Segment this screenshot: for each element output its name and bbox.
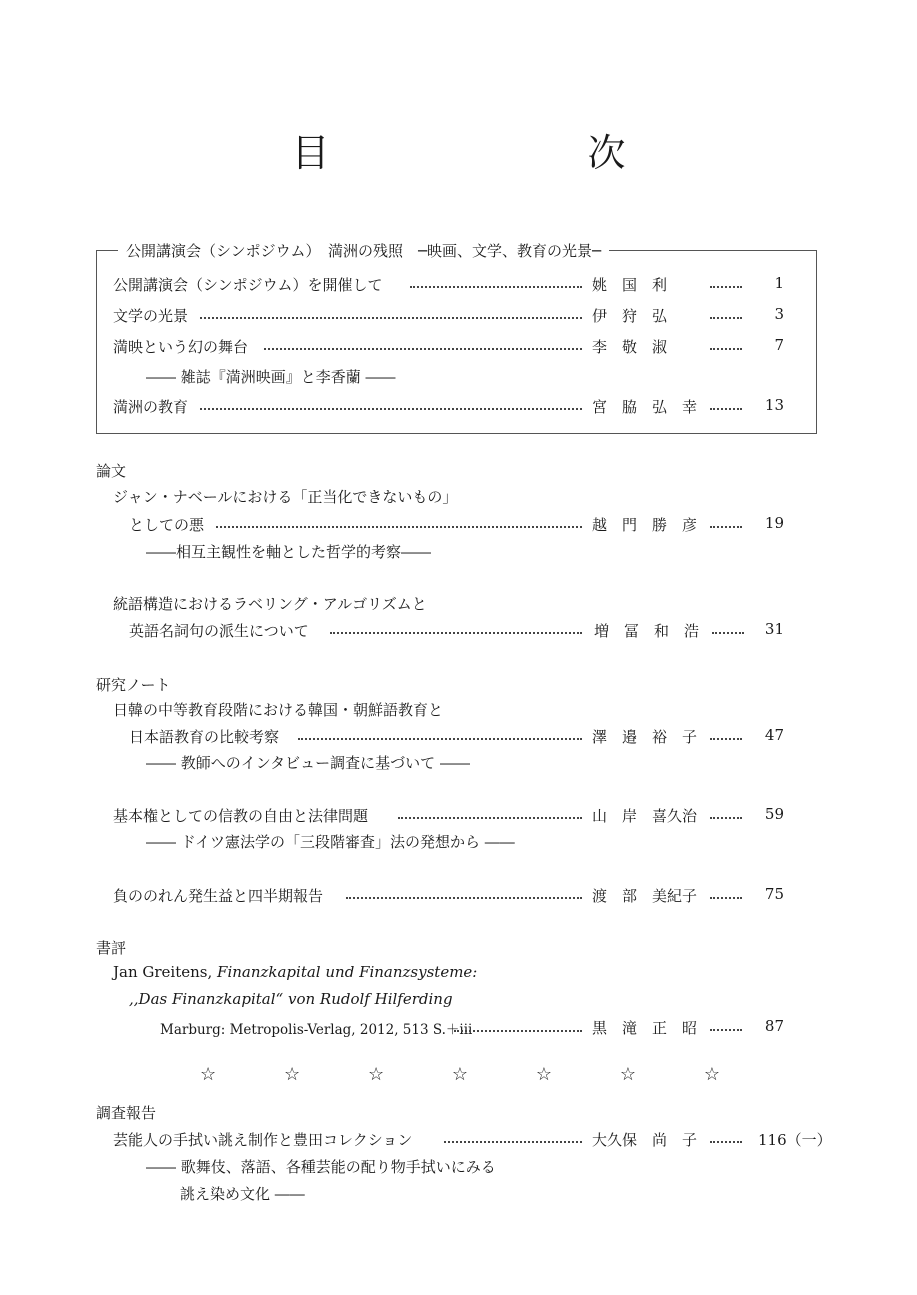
toc-entry-author: 越 門 勝 彦 [592, 516, 698, 534]
toc-entry-title[interactable]: 満映という幻の舞台 [113, 338, 249, 356]
star-icon: ☆ [703, 1064, 720, 1085]
leader-dots [454, 1030, 582, 1032]
toc-entry-subtitle: ―― ドイツ憲法学の「三段階審査」法の発想から ―― [146, 833, 515, 851]
toc-entry-author: 山 岸 喜久治 [592, 807, 698, 825]
toc-entry-subtitle: ――相互主観性を軸とした哲学的考察―― [146, 543, 432, 561]
toc-entry-title[interactable]: 基本権としての信教の自由と法律問題 [113, 807, 369, 825]
review-publisher: Marburg: Metropolis-Verlag, 2012, 513 S.＋iii [160, 1022, 473, 1038]
toc-entry-title[interactable]: ジャン・ナベールにおける「正当化できないもの」 [113, 488, 458, 506]
toc-entry-page: 3 [774, 305, 784, 323]
star-icon: ☆ [200, 1064, 217, 1085]
leader-dots [216, 526, 582, 528]
leader-dots [330, 632, 582, 634]
toc-entry-page: 87 [764, 1017, 784, 1035]
leader-dots [710, 1141, 742, 1143]
toc-entry-subtitle: ―― 教師へのインタビュー調査に基づいて ―― [146, 754, 470, 772]
toc-entry-page: 13 [764, 396, 784, 414]
review-author-name: Jan Greitens, [113, 963, 213, 981]
toc-entry-author: 澤 邉 裕 子 [592, 728, 698, 746]
toc-entry-author: 伊 狩 弘 [592, 307, 668, 325]
star-divider [200, 1064, 720, 1085]
toc-entry-page: 1 [774, 274, 784, 292]
section-heading-papers: 論文 [96, 462, 127, 480]
toc-entry-title[interactable]: 芸能人の手拭い誂え制作と豊田コレクション [113, 1131, 413, 1149]
star-icon: ☆ [283, 1064, 301, 1085]
toc-entry-author: 渡 部 美紀子 [592, 887, 698, 905]
section-heading-report: 調査報告 [96, 1104, 157, 1122]
toc-entry-title[interactable]: 日韓の中等教育段階における韓国・朝鮮語教育と [113, 701, 444, 719]
toc-entry-title[interactable]: 負ののれん発生益と四半期報告 [113, 887, 324, 905]
toc-entry-author: 増 冨 和 浩 [594, 622, 700, 640]
toc-entry-author: 黒 滝 正 昭 [592, 1019, 698, 1037]
toc-entry-author: 大久保 尚 子 [592, 1131, 698, 1149]
toc-entry-page: 47 [764, 726, 784, 744]
review-book-line1[interactable] [113, 963, 477, 981]
star-icon: ☆ [535, 1064, 553, 1085]
toc-entry-title[interactable]: 日本語教育の比較考察 [129, 728, 280, 746]
toc-entry-title[interactable]: 統語構造におけるラベリング・アルゴリズムと [113, 595, 427, 613]
toc-entry-subtitle: ―― 歌舞伎、落語、各種芸能の配り物手拭いにみる [146, 1158, 496, 1176]
leader-dots [410, 286, 582, 288]
toc-entry-title[interactable]: 満洲の教育 [113, 398, 189, 416]
toc-entry-author: 宮 脇 弘 幸 [592, 398, 698, 416]
toc-entry-page: 116（一） [758, 1131, 832, 1149]
toc-entry-author: 李 敬 淑 [592, 338, 668, 356]
leader-dots [298, 738, 582, 740]
toc-entry-title[interactable]: としての悪 [129, 516, 205, 534]
section-heading-notes: 研究ノート [96, 676, 171, 694]
toc-entry-page: 7 [774, 336, 784, 354]
symposium-label: 公開講演会（シンポジウム） 満洲の残照 ─映画、文学、教育の光景─ [118, 240, 609, 261]
toc-entry-page: 59 [764, 805, 784, 823]
toc-entry-subtitle: 誂え染め文化 ―― [180, 1185, 305, 1203]
toc-entry-title[interactable]: 英語名詞句の派生について [129, 622, 309, 640]
toc-entry-page: 75 [764, 885, 784, 903]
leader-dots [200, 317, 582, 319]
page-title: 目 次 [291, 131, 736, 175]
section-heading-review: 書評 [96, 939, 127, 957]
review-book-subtitle: ,,Das Finanzkapital“ von Rudolf Hilferding [129, 990, 453, 1008]
star-icon: ☆ [367, 1064, 385, 1085]
review-book-title: Finanzkapital und Finanzsysteme: [217, 963, 478, 981]
leader-dots [200, 408, 582, 410]
leader-dots [398, 817, 582, 819]
toc-entry-page: 31 [764, 620, 784, 638]
toc-entry-subtitle: ―― 雑誌『満洲映画』と李香蘭 ―― [146, 368, 396, 386]
toc-entry-page: 19 [764, 514, 784, 532]
leader-dots [346, 897, 582, 899]
toc-entry-author: 姚 国 利 [592, 276, 668, 294]
star-icon: ☆ [451, 1064, 469, 1085]
leader-dots [444, 1141, 582, 1143]
star-icon: ☆ [619, 1064, 636, 1085]
leader-dots [264, 348, 582, 350]
toc-entry-title[interactable]: 公開講演会（シンポジウム）を開催して [113, 276, 383, 294]
toc-entry-title[interactable]: 文学の光景 [113, 307, 189, 325]
